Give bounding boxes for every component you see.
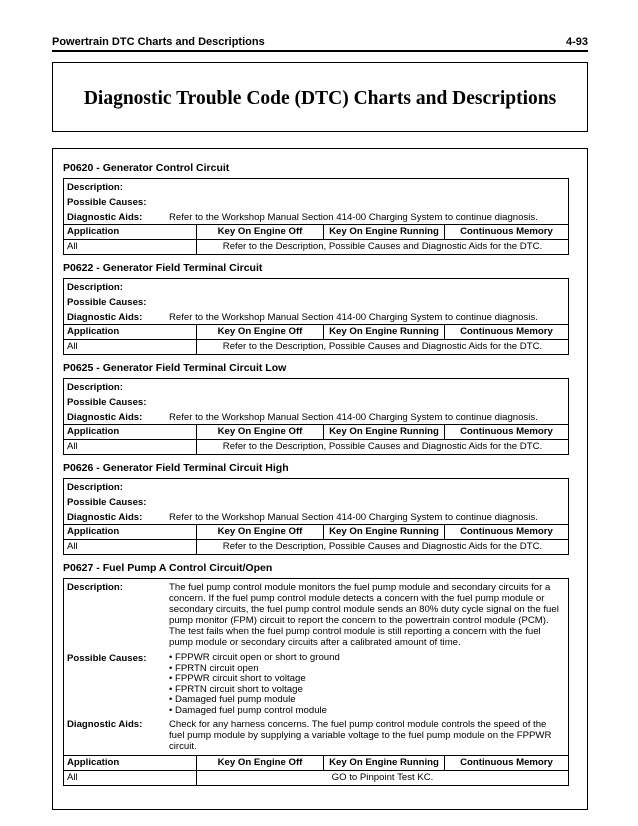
possible-causes-label: Possible Causes: xyxy=(67,297,147,308)
possible-causes-row xyxy=(64,394,568,409)
application-header-row xyxy=(64,324,568,339)
description-label: Description: xyxy=(67,282,123,293)
possible-causes-row xyxy=(64,650,568,716)
dtc-heading: P0627 - Fuel Pump A Control Circuit/Open xyxy=(63,562,273,574)
description-label: Description: xyxy=(67,582,123,593)
description-row xyxy=(64,279,568,294)
diagnostic-aids-label: Diagnostic Aids: xyxy=(67,212,143,223)
column-koer: Key On Engine Running xyxy=(329,326,439,337)
dtc-table xyxy=(63,578,569,786)
column-continuous-memory: Continuous Memory xyxy=(460,757,553,768)
dtc-table xyxy=(63,278,569,355)
application-text: Refer to the Description, Possible Causes and Diagnostic Aids for the DTC. xyxy=(222,241,543,252)
dtc-table xyxy=(63,478,569,555)
column-koeo: Key On Engine Off xyxy=(217,226,303,237)
application-value: All xyxy=(67,341,78,352)
description-row xyxy=(64,579,568,650)
possible-cause-item: • FPRTN circuit open xyxy=(169,664,562,675)
page-title: Diagnostic Trouble Code (DTC) Charts and Descriptions xyxy=(83,88,557,109)
possible-cause-item: • FPPWR circuit open or short to ground xyxy=(169,653,562,664)
column-koeo: Key On Engine Off xyxy=(217,326,303,337)
application-row xyxy=(64,770,568,785)
application-header-row xyxy=(64,755,568,770)
application-row xyxy=(64,439,568,454)
dtc-heading: P0625 - Generator Field Terminal Circuit Low xyxy=(63,362,287,374)
application-value: All xyxy=(67,241,78,252)
column-application: Application xyxy=(67,326,120,337)
possible-causes-label: Possible Causes: xyxy=(67,653,147,664)
title-box xyxy=(52,62,588,132)
column-continuous-memory: Continuous Memory xyxy=(460,226,553,237)
dtc-heading: P0622 - Generator Field Terminal Circuit xyxy=(63,262,263,274)
diagnostic-aids-row xyxy=(64,209,568,224)
possible-causes-row xyxy=(64,294,568,309)
possible-cause-item: • Damaged fuel pump control module xyxy=(169,706,562,717)
dtc-table xyxy=(63,178,569,255)
column-continuous-memory: Continuous Memory xyxy=(460,426,553,437)
dtc-content xyxy=(52,148,588,810)
diagnostic-aids-label: Diagnostic Aids: xyxy=(67,719,143,730)
column-koeo: Key On Engine Off xyxy=(217,757,303,768)
possible-causes-row xyxy=(64,494,568,509)
section-title: Powertrain DTC Charts and Descriptions xyxy=(52,36,265,48)
description-row xyxy=(64,479,568,494)
column-continuous-memory: Continuous Memory xyxy=(460,526,553,537)
application-text: Refer to the Description, Possible Causes and Diagnostic Aids for the DTC. xyxy=(222,441,543,452)
page-header xyxy=(52,34,588,50)
page-number: 4-93 xyxy=(565,36,588,48)
column-koeo: Key On Engine Off xyxy=(217,526,303,537)
column-application: Application xyxy=(67,226,120,237)
column-koer: Key On Engine Running xyxy=(329,757,439,768)
column-koeo: Key On Engine Off xyxy=(217,426,303,437)
application-header-row xyxy=(64,524,568,539)
diagnostic-aids-text: Check for any harness concerns. The fuel pump control module controls the speed of the fuel pump module by supplying a variable voltage to the fuel pump module on the FPPWR circuit. xyxy=(169,719,552,752)
description-label: Description: xyxy=(67,382,123,393)
application-row xyxy=(64,239,568,254)
dtc-heading: P0626 - Generator Field Terminal Circuit High xyxy=(63,462,289,474)
column-continuous-memory: Continuous Memory xyxy=(460,326,553,337)
application-text: Refer to the Description, Possible Causes and Diagnostic Aids for the DTC. xyxy=(222,541,543,552)
diagnostic-aids-label: Diagnostic Aids: xyxy=(67,412,143,423)
header-rule xyxy=(52,50,588,52)
diagnostic-aids-row xyxy=(64,409,568,424)
diagnostic-aids-row xyxy=(64,509,568,524)
possible-cause-item: • FPPWR circuit short to voltage xyxy=(169,674,562,685)
column-application: Application xyxy=(67,526,120,537)
diagnostic-aids-text: Refer to the Workshop Manual Section 414-00 Charging System to continue diagnosis. xyxy=(169,512,538,523)
application-value: All xyxy=(67,772,78,783)
possible-causes-label: Possible Causes: xyxy=(67,397,147,408)
diagnostic-aids-text: Refer to the Workshop Manual Section 414-00 Charging System to continue diagnosis. xyxy=(169,212,538,223)
application-row xyxy=(64,339,568,354)
diagnostic-aids-row xyxy=(64,309,568,324)
possible-causes-label: Possible Causes: xyxy=(67,197,147,208)
diagnostic-aids-label: Diagnostic Aids: xyxy=(67,512,143,523)
dtc-table xyxy=(63,378,569,455)
column-application: Application xyxy=(67,757,120,768)
possible-causes-label: Possible Causes: xyxy=(67,497,147,508)
application-value: All xyxy=(67,541,78,552)
description-row xyxy=(64,179,568,194)
diagnostic-aids-label: Diagnostic Aids: xyxy=(67,312,143,323)
dtc-heading: P0620 - Generator Control Circuit xyxy=(63,162,230,174)
possible-causes-row xyxy=(64,194,568,209)
description-text: The fuel pump control module monitors the fuel pump module and secondary circuits for a concern. If the fuel pump control module detects a concern with the fuel pump module or secondary circuits, the fuel pump control module sends an 80% duty cycle signal on the fuel pump monitor (FPM) circuit to report the concern to the powertrain control module (PCM). The test fails when the fuel pump control module is still reporting a concern with the fuel pump module or secondary circuits after a calibrated amount of time. xyxy=(169,582,559,648)
possible-cause-item: • FPRTN circuit short to voltage xyxy=(169,685,562,696)
application-row xyxy=(64,539,568,554)
column-application: Application xyxy=(67,426,120,437)
application-value: All xyxy=(67,441,78,452)
diagnostic-aids-row xyxy=(64,716,568,755)
column-koer: Key On Engine Running xyxy=(329,526,439,537)
application-text: Refer to the Description, Possible Causes and Diagnostic Aids for the DTC. xyxy=(222,341,543,352)
possible-cause-item: • Damaged fuel pump module xyxy=(169,695,562,706)
diagnostic-aids-text: Refer to the Workshop Manual Section 414-00 Charging System to continue diagnosis. xyxy=(169,412,538,423)
column-koer: Key On Engine Running xyxy=(329,226,439,237)
diagnostic-aids-text: Refer to the Workshop Manual Section 414-00 Charging System to continue diagnosis. xyxy=(169,312,538,323)
application-header-row xyxy=(64,224,568,239)
application-text: GO to Pinpoint Test KC. xyxy=(331,772,434,783)
description-label: Description: xyxy=(67,482,123,493)
description-row xyxy=(64,379,568,394)
application-header-row xyxy=(64,424,568,439)
column-koer: Key On Engine Running xyxy=(329,426,439,437)
description-label: Description: xyxy=(67,182,123,193)
possible-causes-list xyxy=(169,653,562,717)
